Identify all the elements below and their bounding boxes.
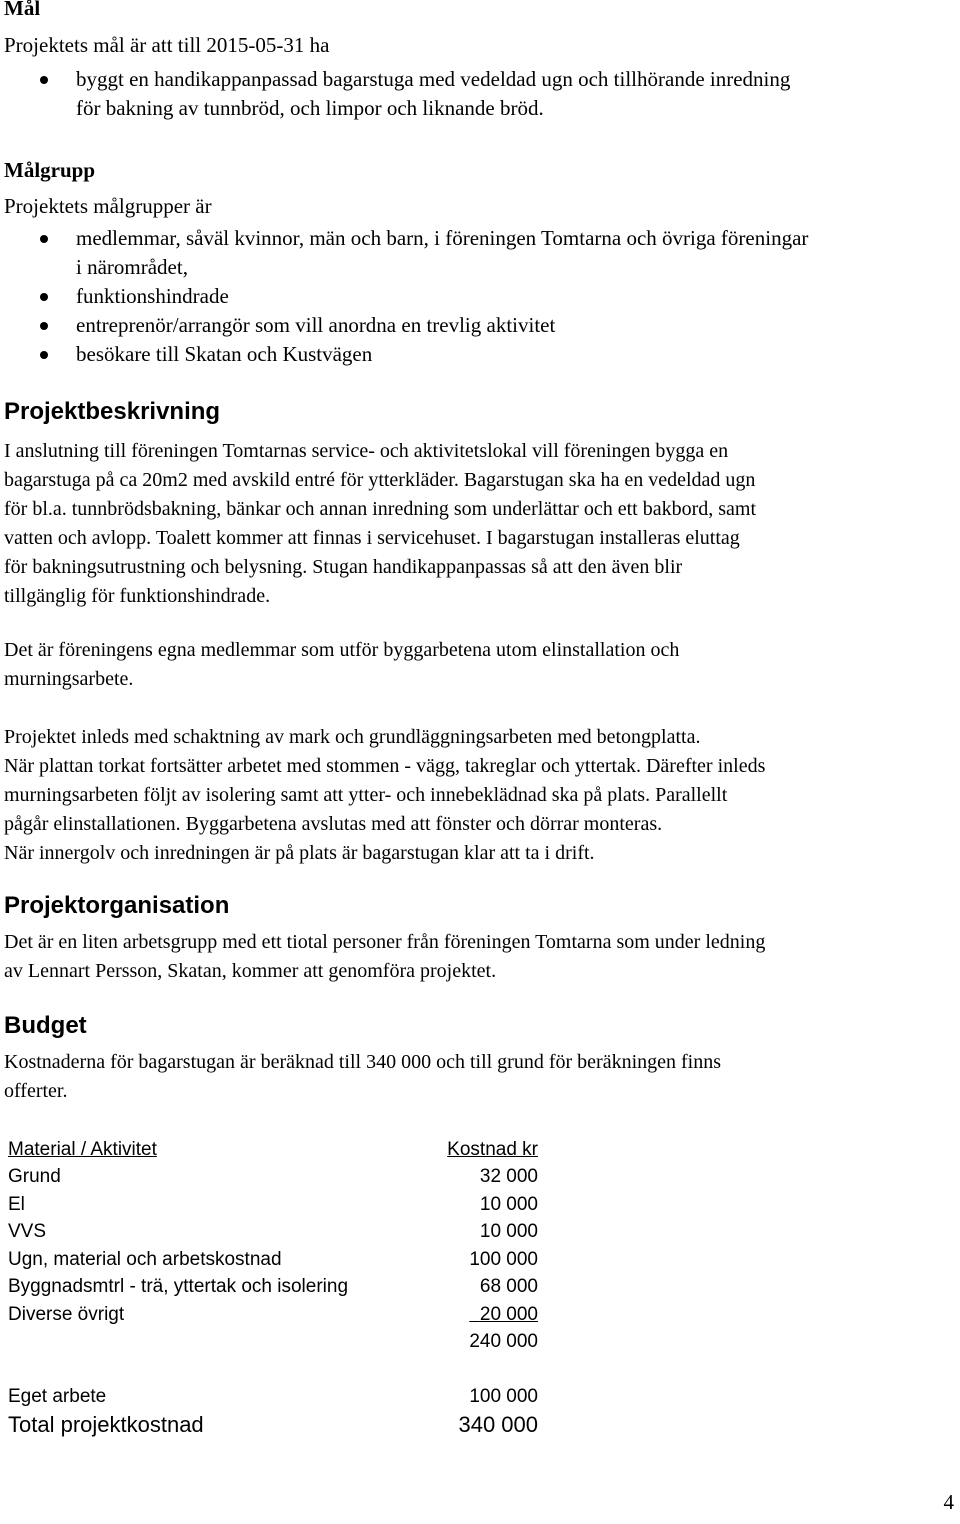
text-line: Det är föreningens egna medlemmar som utför byggarbetena utom elinstallation och [4, 639, 680, 661]
header-text: Kostnad kr [447, 1138, 538, 1160]
text-line: tillgänglig för funktionshindrade. [4, 585, 271, 607]
malgrupp-item: medlemmar, såväl kvinnor, män och barn, i föreningen Tomtarna och övriga föreningar [0, 224, 960, 253]
text-line: av Lennart Persson, Skatan, kommer att genomföra projektet. [4, 960, 497, 982]
subtotal-value: 240 000 [469, 1331, 538, 1353]
row-value: 100 000 [469, 1248, 538, 1270]
text-line: När innergolv och inredningen är på plats är bagarstugan klar att ta i drift. [4, 842, 595, 864]
text-line: Det är en liten arbetsgrupp med ett tiotal personer från föreningen Tomtarna som under ledning [4, 931, 766, 953]
malgrupp-intro: Projektets målgrupper är [4, 194, 212, 218]
total-row [8, 1411, 538, 1439]
section-heading-projektorganisation: Projektorganisation [4, 892, 230, 919]
table-row [8, 1246, 538, 1274]
malgrupp-item: entreprenör/arrangör som vill anordna en trevlig aktivitet [0, 311, 960, 340]
projektorganisation-text [4, 928, 765, 986]
table-row [8, 1301, 538, 1329]
projektbeskrivning-para3 [4, 723, 765, 868]
text-line: vatten och avlopp. Toalett kommer att finnas i servicehuset. I bagarstugan installeras eluttag [4, 527, 740, 549]
empty-cell [8, 1356, 438, 1384]
budget-table [8, 1136, 538, 1439]
text-line: för bl.a. tunnbrödsbakning, bänkar och annan inredning som underlättar och ett bakbord, samt [4, 498, 757, 520]
empty-cell [8, 1329, 438, 1357]
text-line: offerter. [4, 1080, 68, 1102]
malgrupp-item: besökare till Skatan och Kustvägen [0, 340, 960, 369]
table-row [8, 1164, 538, 1192]
text-line: I anslutning till föreningen Tomtarnas service- och aktivitetslokal vill föreningen bygga en [4, 440, 729, 462]
row-label: Grund [8, 1166, 61, 1188]
underlined-value [469, 1304, 538, 1325]
mal-bullet-continuation: för bakning av tunnbröd, och limpor och liknande bröd. [76, 96, 544, 120]
header-text: Material / Aktivitet [8, 1138, 157, 1160]
column-header-cost [438, 1136, 538, 1164]
table-row [8, 1274, 538, 1302]
total-value: 340 000 [458, 1411, 538, 1437]
page-number: 4 [943, 1490, 954, 1514]
row-value: 32 000 [479, 1166, 538, 1188]
text-line: pågår elinstallationen. Byggarbetena avslutas med att fönster och dörrar monteras. [4, 813, 663, 835]
row-value: 68 000 [479, 1276, 538, 1298]
text-line: murningsarbeten följt av isolering samt att ytter- och innebeklädnad ska på plats. Parallellt [4, 784, 728, 806]
section-heading-mal: Mål [4, 0, 41, 20]
section-heading-malgrupp: Målgrupp [4, 158, 96, 182]
row-label: El [8, 1193, 25, 1215]
text-line: murningsarbete. [4, 668, 134, 690]
text-line: bagarstuga på ca 20m2 med avskild entré för ytterkläder. Bagarstugan ska ha en vedeldad ugn [4, 469, 756, 491]
text-line: Kostnaderna för bagarstugan är beräknad till 340 000 och till grund för beräkningen finns [4, 1051, 722, 1073]
empty-cell [438, 1356, 538, 1384]
row-value [438, 1301, 538, 1329]
malgrupp-bullet-list [0, 224, 960, 369]
row-label: Eget arbete [8, 1386, 107, 1408]
projektbeskrivning-para1 [4, 437, 756, 611]
section-heading-budget: Budget [4, 1012, 87, 1039]
malgrupp-item-continuation: i närområdet, [76, 255, 188, 279]
row-label: Ugn, material och arbetskostnad [8, 1248, 282, 1270]
text-line: Projektet inleds med schaktning av mark och grundläggningsarbeten med betongplatta. [4, 726, 701, 748]
row-label: VVS [8, 1221, 47, 1243]
table-row [8, 1191, 538, 1219]
row-value: 10 000 [479, 1193, 538, 1215]
section-heading-projektbeskrivning: Projektbeskrivning [4, 398, 221, 425]
spacer-row [8, 1356, 538, 1384]
projektbeskrivning-para2 [4, 636, 679, 694]
budget-text [4, 1048, 721, 1106]
row-value: 100 000 [469, 1386, 538, 1408]
mal-bullet-list [0, 65, 960, 123]
mal-intro: Projektets mål är att till 2015-05-31 ha [4, 33, 330, 57]
text-line: När plattan torkat fortsätter arbetet med stommen - vägg, takreglar och yttertak. Därefter inleds [4, 755, 766, 777]
subtotal-row [8, 1329, 538, 1357]
text-line: för bakningsutrustning och belysning. Stugan handikappanpassas så att den även blir [4, 556, 683, 578]
mal-bullet-item: byggt en handikappanpassad bagarstuga med vedeldad ugn och tillhörande inredning [0, 65, 960, 94]
total-label: Total projektkostnad [8, 1411, 204, 1437]
eget-arbete-row [8, 1384, 538, 1412]
budget-table-header [8, 1136, 538, 1164]
malgrupp-item: funktionshindrade [0, 282, 960, 311]
row-label: Byggnadsmtrl - trä, yttertak och isolering [8, 1276, 349, 1298]
row-value: 10 000 [479, 1221, 538, 1243]
row-label: Diverse övrigt [8, 1303, 125, 1325]
table-row [8, 1219, 538, 1247]
value-text: 20 000 [479, 1303, 538, 1325]
column-header-material [8, 1136, 438, 1164]
